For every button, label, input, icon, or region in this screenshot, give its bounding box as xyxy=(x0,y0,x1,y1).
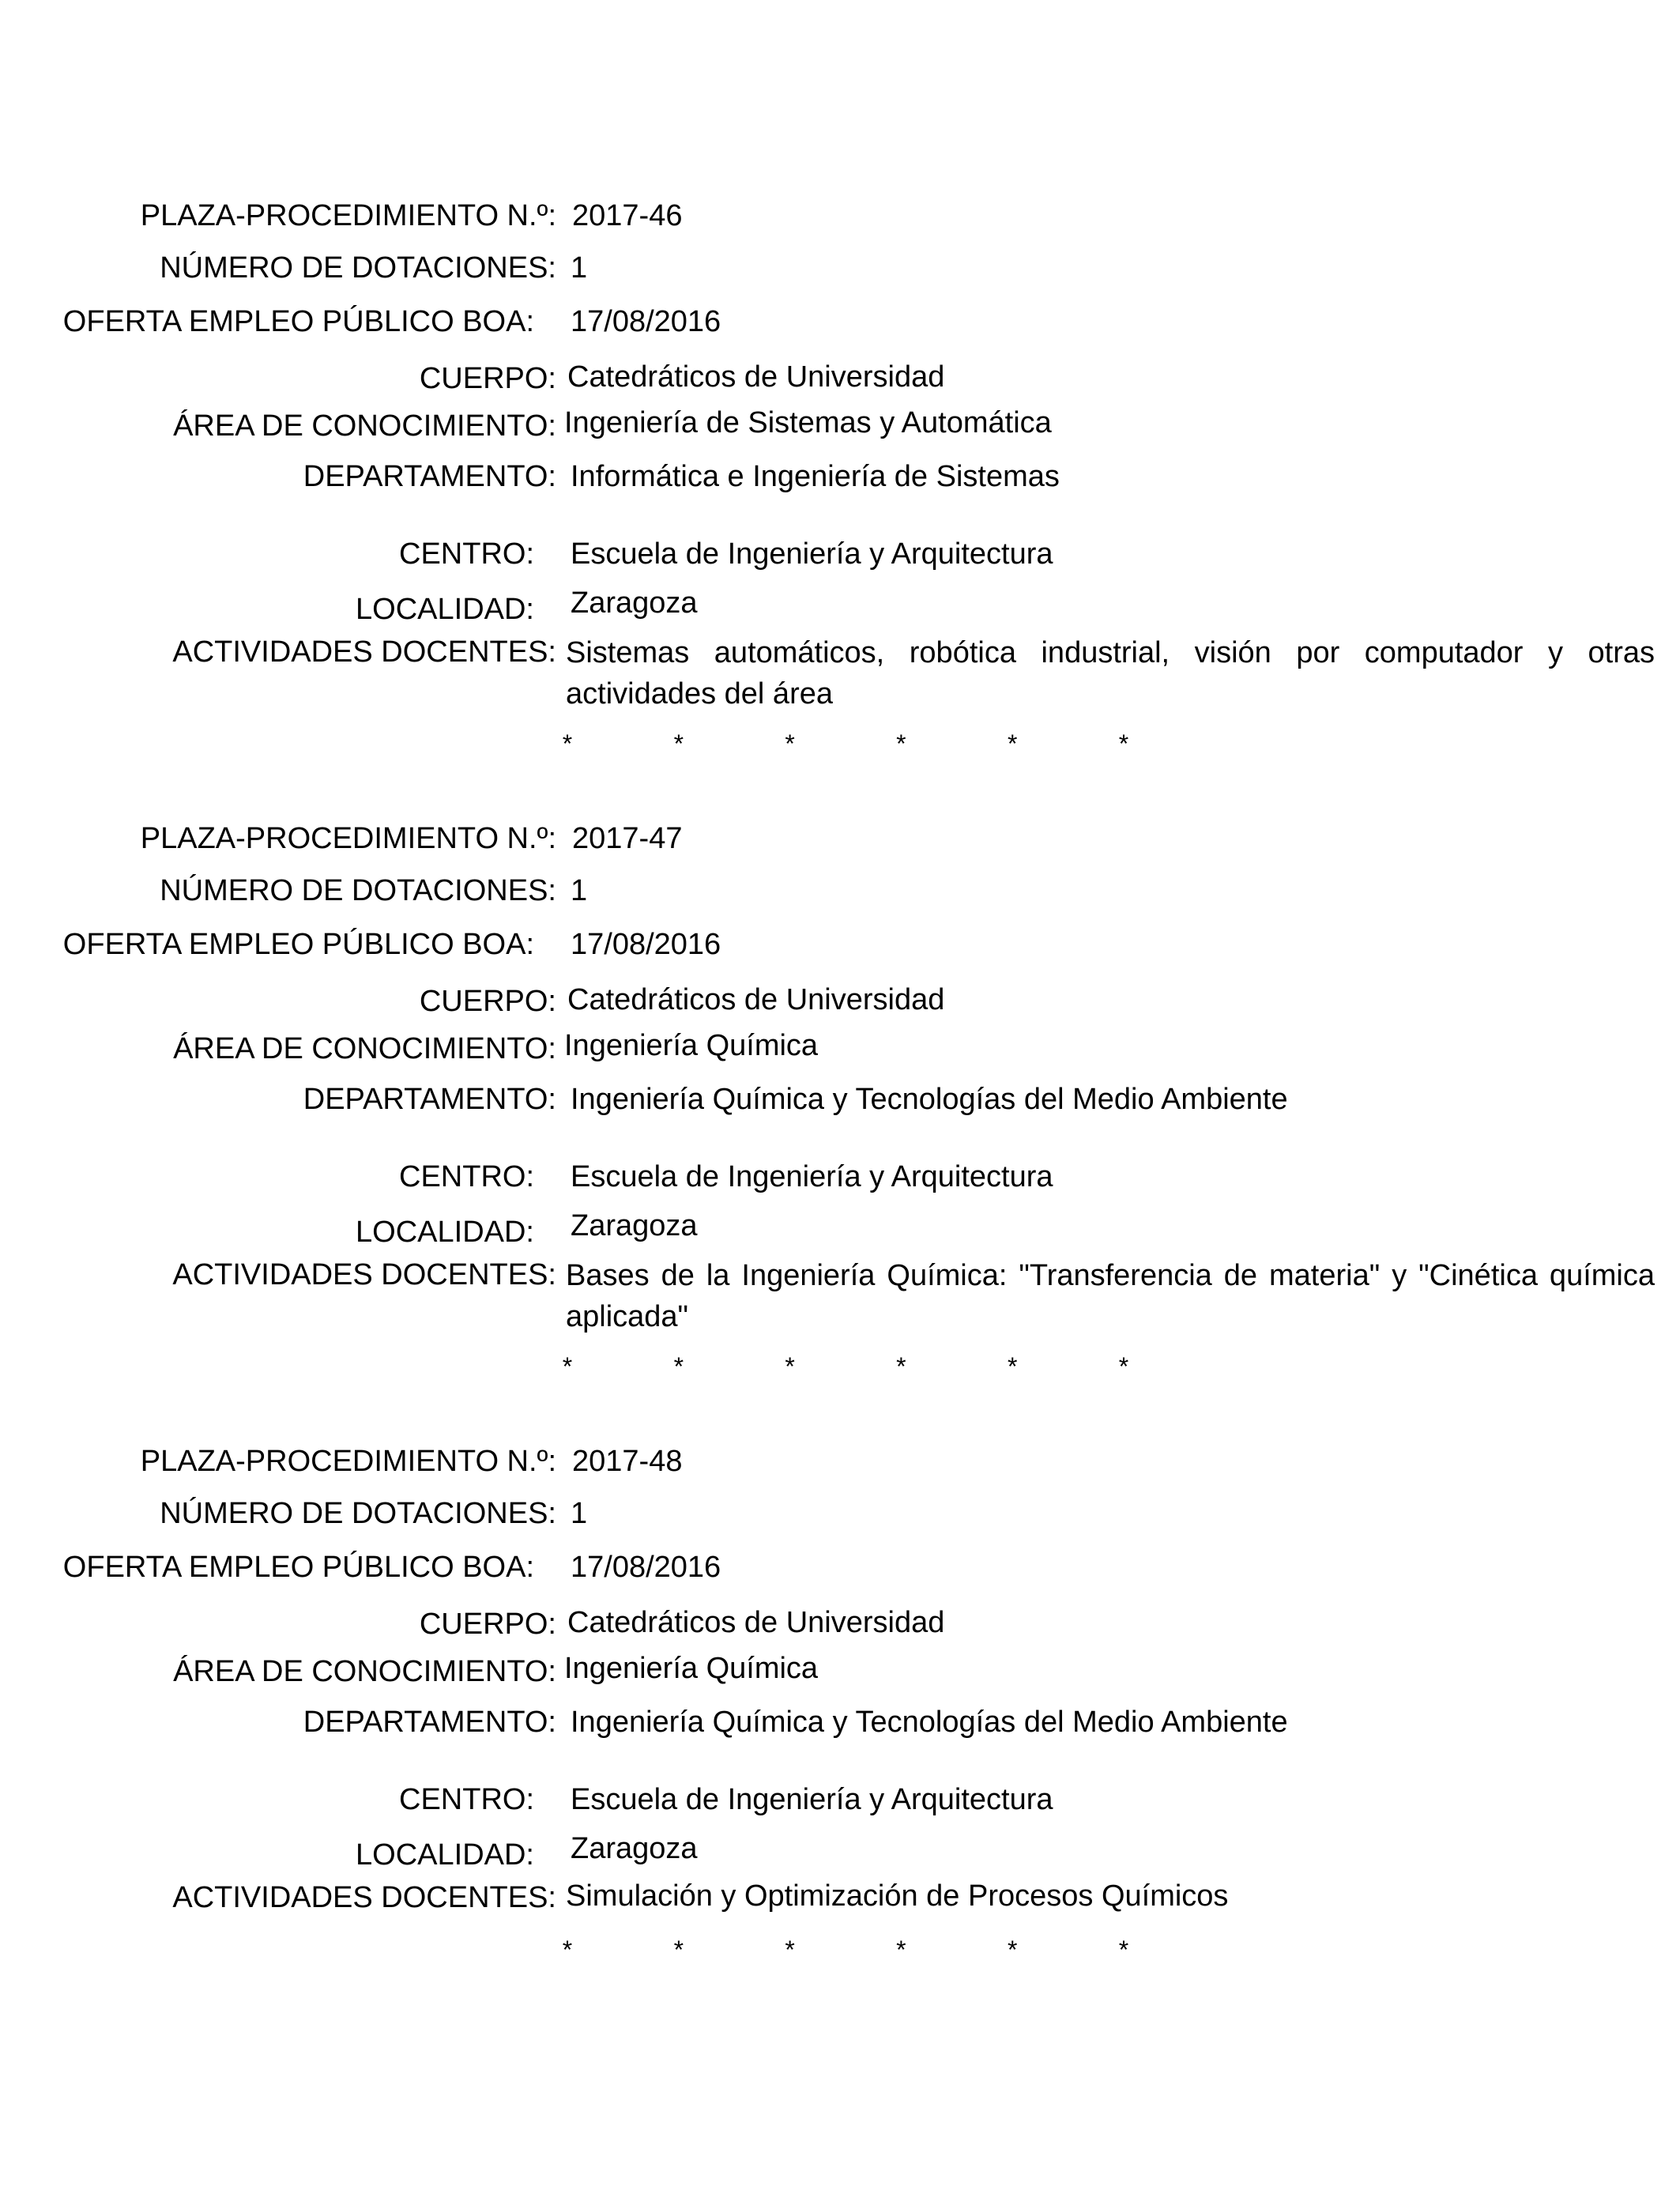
separator-star: * xyxy=(1118,1936,1129,1964)
dotaciones-label: NÚMERO DE DOTACIONES: xyxy=(160,251,556,285)
localidad-value: Zaragoza xyxy=(571,586,698,620)
separator-star: * xyxy=(562,729,573,758)
cuerpo-label: CUERPO: xyxy=(419,362,556,395)
separator-star: * xyxy=(1007,1352,1018,1381)
plaza-label: PLAZA-PROCEDIMIENTO N.º: xyxy=(140,199,556,232)
separator-star: * xyxy=(562,1352,573,1381)
area-label: ÁREA DE CONOCIMIENTO: xyxy=(173,1032,556,1065)
oferta-label: OFERTA EMPLEO PÚBLICO BOA: xyxy=(62,1551,534,1584)
oferta-label: OFERTA EMPLEO PÚBLICO BOA: xyxy=(62,928,534,961)
separator-star: * xyxy=(673,1352,684,1381)
plaza-entry xyxy=(0,1246,1680,1964)
centro-value: Escuela de Ingeniería y Arquitectura xyxy=(571,1783,1053,1816)
separator-star: * xyxy=(673,729,684,758)
plaza-entry xyxy=(0,623,1680,1381)
separator-star: * xyxy=(896,1936,906,1964)
plaza-value: 2017-46 xyxy=(572,199,683,232)
centro-value: Escuela de Ingeniería y Arquitectura xyxy=(571,537,1053,571)
oferta-label: OFERTA EMPLEO PÚBLICO BOA: xyxy=(62,305,534,338)
departamento-value: Ingeniería Química y Tecnologías del Medio Ambiente xyxy=(571,1706,1288,1739)
localidad-value: Zaragoza xyxy=(571,1209,698,1242)
cuerpo-value: Catedráticos de Universidad xyxy=(567,360,945,394)
dotaciones-label: NÚMERO DE DOTACIONES: xyxy=(160,1497,556,1530)
separator-star: * xyxy=(785,1936,795,1964)
separator-star: * xyxy=(1007,1936,1018,1964)
actividades-label: ACTIVIDADES DOCENTES: xyxy=(172,635,556,669)
cuerpo-label: CUERPO: xyxy=(419,985,556,1018)
actividades-label: ACTIVIDADES DOCENTES: xyxy=(172,1881,556,1914)
plaza-value: 2017-47 xyxy=(572,822,683,855)
separator-star: * xyxy=(1118,1352,1129,1381)
area-value: Ingeniería Química xyxy=(564,1029,819,1062)
centro-value: Escuela de Ingeniería y Arquitectura xyxy=(571,1160,1053,1193)
oferta-value: 17/08/2016 xyxy=(571,928,721,961)
actividades-value: Sistemas automáticos, robótica industrial, visión por computador y otras actividades del área xyxy=(566,636,1655,711)
cuerpo-label: CUERPO: xyxy=(419,1608,556,1641)
separator-star: * xyxy=(562,1936,573,1964)
localidad-label: LOCALIDAD: xyxy=(356,1216,534,1249)
departamento-label: DEPARTAMENTO: xyxy=(303,460,556,493)
actividades-value: Bases de la Ingeniería Química: "Transferencia de materia" y "Cinética química aplicada" xyxy=(566,1259,1655,1333)
oferta-value: 17/08/2016 xyxy=(571,1551,721,1584)
separator-star: * xyxy=(896,1352,906,1381)
plaza-entry xyxy=(0,0,1680,758)
centro-label: CENTRO: xyxy=(399,537,534,571)
area-value: Ingeniería de Sistemas y Automática xyxy=(564,406,1052,439)
separator-star: * xyxy=(785,729,795,758)
plaza-value: 2017-48 xyxy=(572,1445,683,1478)
cuerpo-value: Catedráticos de Universidad xyxy=(567,1606,945,1639)
departamento-label: DEPARTAMENTO: xyxy=(303,1706,556,1739)
separator-star: * xyxy=(896,729,906,758)
plaza-label: PLAZA-PROCEDIMIENTO N.º: xyxy=(140,822,556,855)
separator-star: * xyxy=(1118,729,1129,758)
localidad-value: Zaragoza xyxy=(571,1832,698,1865)
localidad-label: LOCALIDAD: xyxy=(356,593,534,626)
dotaciones-value: 1 xyxy=(571,874,588,907)
actividades-label: ACTIVIDADES DOCENTES: xyxy=(172,1258,556,1291)
actividades-value: Simulación y Optimización de Procesos Químicos xyxy=(566,1879,1229,1913)
dotaciones-value: 1 xyxy=(571,1497,588,1530)
dotaciones-label: NÚMERO DE DOTACIONES: xyxy=(160,874,556,907)
separator-star: * xyxy=(1007,729,1018,758)
departamento-label: DEPARTAMENTO: xyxy=(303,1083,556,1116)
departamento-value: Ingeniería Química y Tecnologías del Medio Ambiente xyxy=(571,1083,1288,1116)
departamento-value: Informática e Ingeniería de Sistemas xyxy=(571,460,1060,493)
area-label: ÁREA DE CONOCIMIENTO: xyxy=(173,409,556,443)
oferta-value: 17/08/2016 xyxy=(571,305,721,338)
separator-stars xyxy=(553,1932,1138,1968)
plaza-label: PLAZA-PROCEDIMIENTO N.º: xyxy=(140,1445,556,1478)
centro-label: CENTRO: xyxy=(399,1160,534,1193)
dotaciones-value: 1 xyxy=(571,251,588,285)
cuerpo-value: Catedráticos de Universidad xyxy=(567,983,945,1016)
area-value: Ingeniería Química xyxy=(564,1652,819,1685)
separator-star: * xyxy=(673,1936,684,1964)
area-label: ÁREA DE CONOCIMIENTO: xyxy=(173,1655,556,1688)
centro-label: CENTRO: xyxy=(399,1783,534,1816)
localidad-label: LOCALIDAD: xyxy=(356,1838,534,1872)
separator-star: * xyxy=(785,1352,795,1381)
